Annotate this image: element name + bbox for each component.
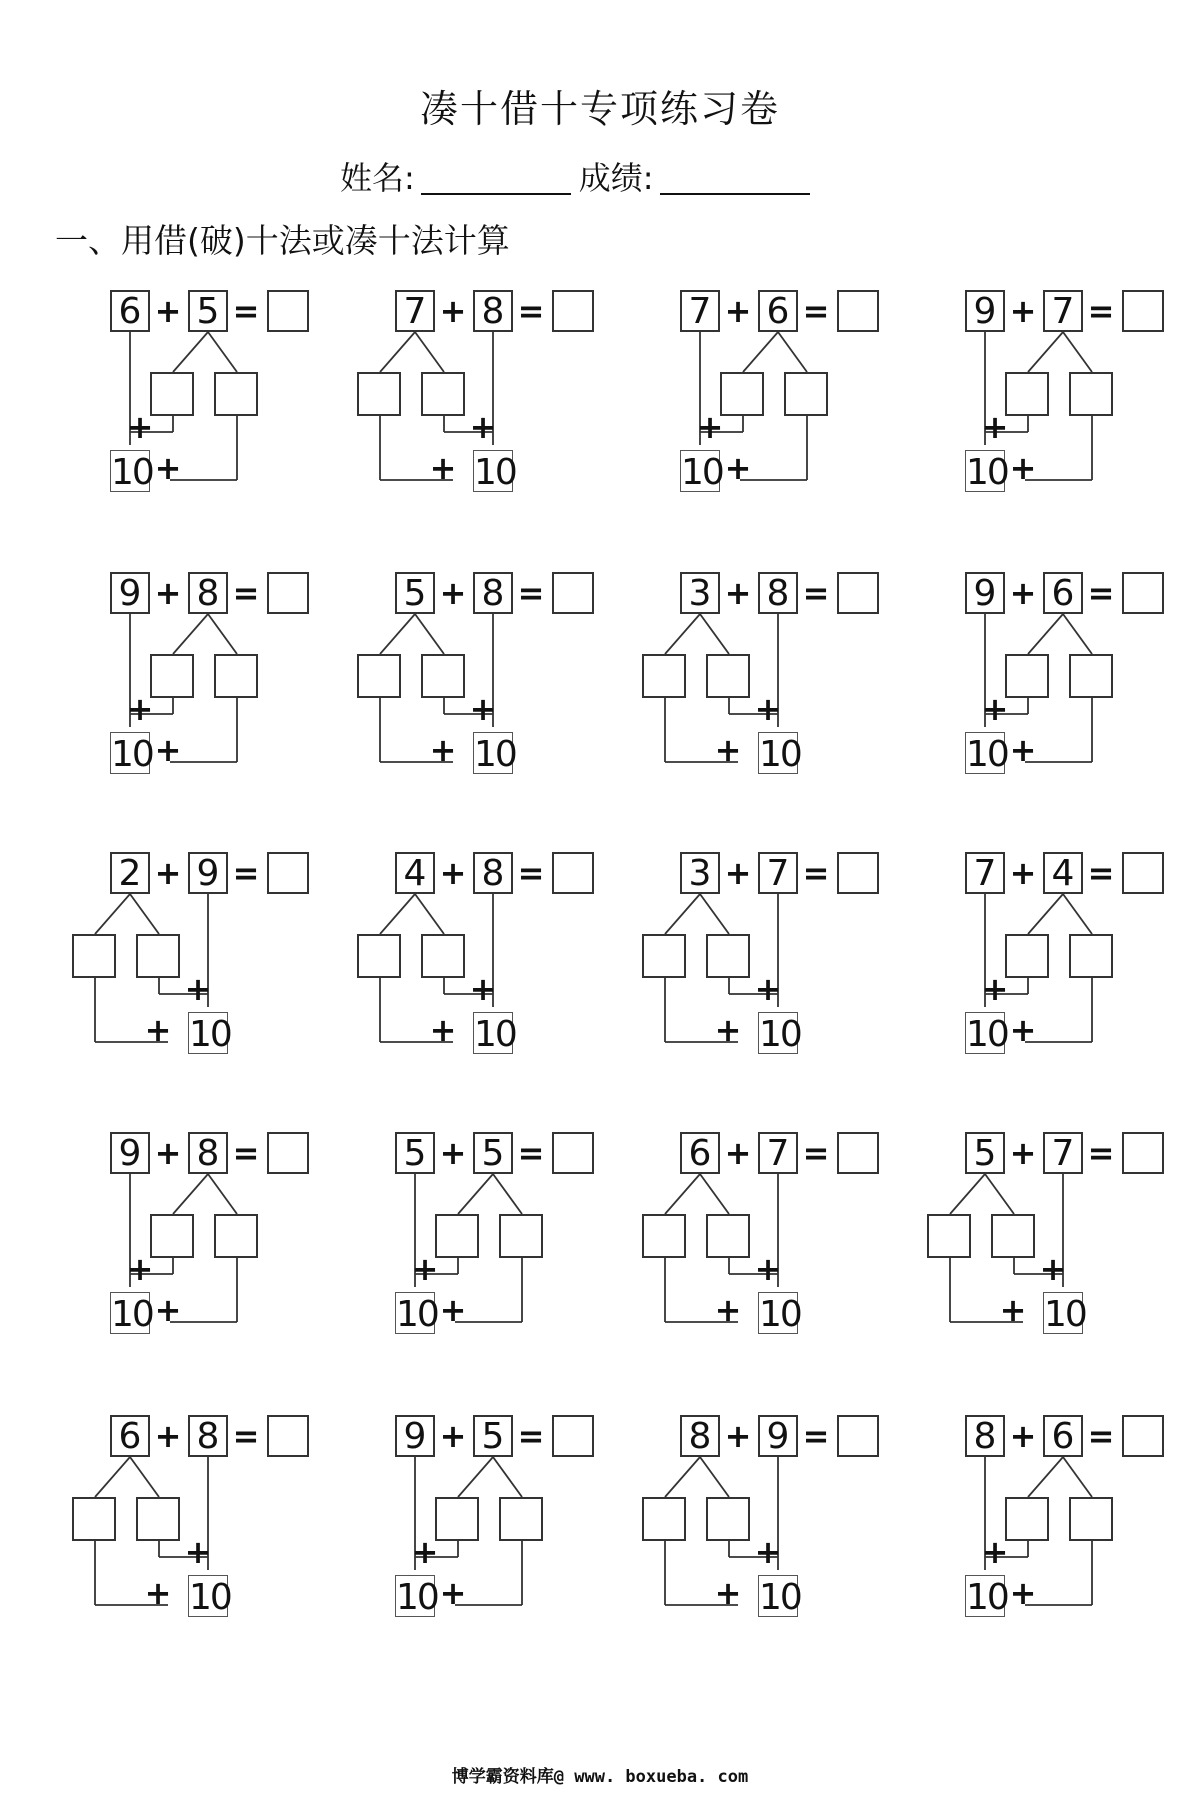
answer-box[interactable] bbox=[837, 290, 879, 332]
split-part-box-right[interactable] bbox=[1069, 934, 1113, 978]
split-part-box-right[interactable] bbox=[1069, 1497, 1113, 1541]
make-ten-plus: + bbox=[469, 970, 497, 1008]
connector-line bbox=[665, 894, 700, 934]
split-part-box-right[interactable] bbox=[499, 1497, 543, 1541]
connector-line bbox=[665, 1174, 700, 1214]
addend-b: 8 bbox=[758, 572, 798, 614]
equals-sign: = bbox=[232, 292, 260, 330]
connector-line bbox=[173, 332, 208, 372]
equals-sign: = bbox=[802, 292, 830, 330]
make-ten-plus: + bbox=[411, 1533, 439, 1571]
connector-line bbox=[1028, 894, 1063, 934]
connector-line bbox=[1063, 894, 1092, 934]
make-ten-plus: + bbox=[184, 970, 212, 1008]
addend-b: 8 bbox=[188, 572, 228, 614]
plus-sign: + bbox=[724, 1134, 752, 1172]
final-plus: + bbox=[714, 1291, 742, 1329]
addend-b: 7 bbox=[1043, 290, 1083, 332]
make-ten-plus: + bbox=[696, 408, 724, 446]
split-part-box-right[interactable] bbox=[136, 1497, 180, 1541]
connector-line bbox=[130, 1457, 159, 1497]
problem-6 bbox=[395, 572, 615, 802]
split-part-box-left[interactable] bbox=[435, 1497, 479, 1541]
split-part-box-left[interactable] bbox=[642, 1214, 686, 1258]
answer-box[interactable] bbox=[552, 290, 594, 332]
connector-line bbox=[950, 1174, 985, 1214]
addend-b: 7 bbox=[758, 852, 798, 894]
equals-sign: = bbox=[802, 574, 830, 612]
problem-15 bbox=[680, 1132, 900, 1362]
split-part-box-right[interactable] bbox=[991, 1214, 1035, 1258]
final-plus: + bbox=[144, 1011, 172, 1049]
score-field[interactable] bbox=[660, 161, 810, 195]
connector-line bbox=[985, 1174, 1014, 1214]
connector-line bbox=[415, 614, 444, 654]
answer-box[interactable] bbox=[267, 1132, 309, 1174]
addend-a: 7 bbox=[680, 290, 720, 332]
problem-19 bbox=[680, 1415, 900, 1645]
ten-box: 10 bbox=[396, 1577, 438, 1618]
connector-line bbox=[493, 1457, 522, 1497]
connector-line bbox=[700, 1174, 729, 1214]
addend-a: 9 bbox=[395, 1415, 435, 1457]
problem-17 bbox=[110, 1415, 330, 1645]
addend-a: 5 bbox=[965, 1132, 1005, 1174]
addend-a: 5 bbox=[395, 1132, 435, 1174]
plus-sign: + bbox=[439, 292, 467, 330]
split-part-box-left[interactable] bbox=[72, 1497, 116, 1541]
name-label: 姓名: bbox=[340, 159, 415, 197]
student-info-line bbox=[340, 153, 818, 199]
ten-box: 10 bbox=[966, 734, 1008, 775]
final-plus: + bbox=[154, 731, 182, 769]
addend-a: 8 bbox=[965, 1415, 1005, 1457]
split-part-box-left[interactable] bbox=[150, 654, 194, 698]
split-part-box-right[interactable] bbox=[499, 1214, 543, 1258]
equals-sign: = bbox=[517, 1134, 545, 1172]
split-part-box-left[interactable] bbox=[1005, 372, 1049, 416]
addend-a: 3 bbox=[680, 852, 720, 894]
split-part-box-left[interactable] bbox=[357, 934, 401, 978]
connector-line bbox=[700, 1457, 729, 1497]
problem-18 bbox=[395, 1415, 615, 1645]
split-part-box-left[interactable] bbox=[642, 934, 686, 978]
final-plus: + bbox=[429, 449, 457, 487]
plus-sign: + bbox=[154, 854, 182, 892]
answer-box[interactable] bbox=[1122, 1415, 1164, 1457]
split-part-box-right[interactable] bbox=[706, 934, 750, 978]
connector-line bbox=[173, 614, 208, 654]
final-plus: + bbox=[439, 1574, 467, 1612]
final-plus: + bbox=[1009, 1011, 1037, 1049]
ten-box: 10 bbox=[759, 1014, 801, 1055]
plus-sign: + bbox=[724, 574, 752, 612]
ten-box: 10 bbox=[759, 1294, 801, 1335]
answer-box[interactable] bbox=[1122, 1132, 1164, 1174]
ten-box: 10 bbox=[396, 1294, 438, 1335]
plus-sign: + bbox=[439, 854, 467, 892]
split-part-box-left[interactable] bbox=[357, 372, 401, 416]
split-part-box-left[interactable] bbox=[720, 372, 764, 416]
connector-line bbox=[1028, 614, 1063, 654]
problem-10 bbox=[395, 852, 615, 1082]
split-part-box-right[interactable] bbox=[214, 372, 258, 416]
split-part-box-left[interactable] bbox=[150, 372, 194, 416]
connector-line bbox=[1028, 1457, 1063, 1497]
split-part-box-left[interactable] bbox=[1005, 934, 1049, 978]
split-part-box-right[interactable] bbox=[421, 934, 465, 978]
connector-line bbox=[208, 332, 237, 372]
answer-box[interactable] bbox=[837, 1415, 879, 1457]
addend-a: 9 bbox=[965, 290, 1005, 332]
connector-line bbox=[458, 1174, 493, 1214]
final-plus: + bbox=[154, 1291, 182, 1329]
addend-a: 8 bbox=[680, 1415, 720, 1457]
make-ten-plus: + bbox=[184, 1533, 212, 1571]
ten-box: 10 bbox=[189, 1014, 231, 1055]
plus-sign: + bbox=[724, 854, 752, 892]
problem-5 bbox=[110, 572, 330, 802]
make-ten-plus: + bbox=[754, 1250, 782, 1288]
connector-line bbox=[415, 332, 444, 372]
ten-box: 10 bbox=[681, 452, 723, 493]
final-plus: + bbox=[154, 449, 182, 487]
make-ten-plus: + bbox=[754, 1533, 782, 1571]
ten-box: 10 bbox=[189, 1577, 231, 1618]
addend-a: 4 bbox=[395, 852, 435, 894]
answer-box[interactable] bbox=[552, 1415, 594, 1457]
connector-line bbox=[700, 894, 729, 934]
make-ten-plus: + bbox=[1039, 1250, 1067, 1288]
addend-a: 9 bbox=[110, 572, 150, 614]
problem-8 bbox=[965, 572, 1185, 802]
addend-b: 8 bbox=[188, 1415, 228, 1457]
final-plus: + bbox=[724, 449, 752, 487]
make-ten-plus: + bbox=[754, 970, 782, 1008]
equals-sign: = bbox=[517, 1417, 545, 1455]
addend-b: 8 bbox=[473, 852, 513, 894]
problem-2 bbox=[395, 290, 615, 520]
final-plus: + bbox=[714, 1011, 742, 1049]
answer-box[interactable] bbox=[552, 1132, 594, 1174]
plus-sign: + bbox=[724, 292, 752, 330]
addend-a: 6 bbox=[110, 1415, 150, 1457]
addend-a: 7 bbox=[395, 290, 435, 332]
final-plus: + bbox=[714, 731, 742, 769]
answer-box[interactable] bbox=[267, 1415, 309, 1457]
connector-line bbox=[458, 1457, 493, 1497]
split-part-box-left[interactable] bbox=[642, 654, 686, 698]
addend-a: 3 bbox=[680, 572, 720, 614]
plus-sign: + bbox=[154, 1417, 182, 1455]
equals-sign: = bbox=[1087, 292, 1115, 330]
ten-box: 10 bbox=[966, 1014, 1008, 1055]
answer-box[interactable] bbox=[837, 572, 879, 614]
split-part-box-right[interactable] bbox=[1069, 654, 1113, 698]
connector-line bbox=[665, 614, 700, 654]
addend-b: 6 bbox=[758, 290, 798, 332]
addend-a: 9 bbox=[965, 572, 1005, 614]
connector-line bbox=[700, 614, 729, 654]
equals-sign: = bbox=[232, 1134, 260, 1172]
plus-sign: + bbox=[724, 1417, 752, 1455]
split-part-box-left[interactable] bbox=[927, 1214, 971, 1258]
ten-box: 10 bbox=[966, 452, 1008, 493]
split-part-box-left[interactable] bbox=[642, 1497, 686, 1541]
addend-a: 2 bbox=[110, 852, 150, 894]
connector-line bbox=[380, 614, 415, 654]
problem-1 bbox=[110, 290, 330, 520]
answer-box[interactable] bbox=[552, 852, 594, 894]
connector-line bbox=[665, 1457, 700, 1497]
answer-box[interactable] bbox=[267, 852, 309, 894]
split-part-box-left[interactable] bbox=[357, 654, 401, 698]
split-part-box-left[interactable] bbox=[435, 1214, 479, 1258]
split-part-box-left[interactable] bbox=[150, 1214, 194, 1258]
make-ten-plus: + bbox=[981, 1533, 1009, 1571]
addend-b: 7 bbox=[758, 1132, 798, 1174]
ten-box: 10 bbox=[474, 734, 516, 775]
connector-line bbox=[493, 1174, 522, 1214]
connector-line bbox=[95, 894, 130, 934]
problem-4 bbox=[965, 290, 1185, 520]
split-part-box-right[interactable] bbox=[421, 654, 465, 698]
problem-13 bbox=[110, 1132, 330, 1362]
answer-box[interactable] bbox=[267, 290, 309, 332]
split-part-box-right[interactable] bbox=[706, 1497, 750, 1541]
score-label: 成绩: bbox=[578, 159, 654, 197]
problem-14 bbox=[395, 1132, 615, 1362]
final-plus: + bbox=[429, 1011, 457, 1049]
equals-sign: = bbox=[517, 574, 545, 612]
equals-sign: = bbox=[802, 1134, 830, 1172]
final-plus: + bbox=[1009, 449, 1037, 487]
ten-box: 10 bbox=[966, 1577, 1008, 1618]
plus-sign: + bbox=[1009, 1417, 1037, 1455]
split-part-box-right[interactable] bbox=[136, 934, 180, 978]
problem-16 bbox=[965, 1132, 1185, 1362]
connector-line bbox=[380, 332, 415, 372]
addend-a: 5 bbox=[395, 572, 435, 614]
answer-box[interactable] bbox=[837, 852, 879, 894]
connector-line bbox=[130, 894, 159, 934]
connector-line bbox=[1028, 332, 1063, 372]
equals-sign: = bbox=[1087, 1134, 1115, 1172]
plus-sign: + bbox=[439, 1134, 467, 1172]
split-part-box-left[interactable] bbox=[1005, 1497, 1049, 1541]
final-plus: + bbox=[429, 731, 457, 769]
addend-a: 7 bbox=[965, 852, 1005, 894]
split-part-box-right[interactable] bbox=[421, 372, 465, 416]
plus-sign: + bbox=[1009, 854, 1037, 892]
connector-line bbox=[415, 894, 444, 934]
plus-sign: + bbox=[154, 1134, 182, 1172]
answer-box[interactable] bbox=[1122, 572, 1164, 614]
final-plus: + bbox=[439, 1291, 467, 1329]
final-plus: + bbox=[144, 1574, 172, 1612]
connector-line bbox=[778, 332, 807, 372]
final-plus: + bbox=[1009, 1574, 1037, 1612]
split-part-box-right[interactable] bbox=[706, 654, 750, 698]
plus-sign: + bbox=[1009, 1134, 1037, 1172]
split-part-box-left[interactable] bbox=[1005, 654, 1049, 698]
final-plus: + bbox=[999, 1291, 1027, 1329]
problem-20 bbox=[965, 1415, 1185, 1645]
answer-box[interactable] bbox=[552, 572, 594, 614]
addend-a: 6 bbox=[110, 290, 150, 332]
connector-line bbox=[1063, 614, 1092, 654]
addend-b: 5 bbox=[473, 1132, 513, 1174]
addend-b: 8 bbox=[473, 290, 513, 332]
make-ten-plus: + bbox=[411, 1250, 439, 1288]
ten-box: 10 bbox=[759, 734, 801, 775]
connector-line bbox=[1063, 1457, 1092, 1497]
equals-sign: = bbox=[802, 854, 830, 892]
addend-b: 9 bbox=[188, 852, 228, 894]
name-field[interactable] bbox=[421, 161, 571, 195]
plus-sign: + bbox=[1009, 292, 1037, 330]
addend-b: 4 bbox=[1043, 852, 1083, 894]
equals-sign: = bbox=[802, 1417, 830, 1455]
problem-3 bbox=[680, 290, 900, 520]
make-ten-plus: + bbox=[126, 408, 154, 446]
ten-box: 10 bbox=[759, 1577, 801, 1618]
make-ten-plus: + bbox=[981, 690, 1009, 728]
connector-line bbox=[95, 1457, 130, 1497]
make-ten-plus: + bbox=[981, 970, 1009, 1008]
split-part-box-right[interactable] bbox=[1069, 372, 1113, 416]
connector-line bbox=[380, 894, 415, 934]
split-part-box-right[interactable] bbox=[784, 372, 828, 416]
footer-watermark: 博学霸资料库@ www. boxueba. com bbox=[451, 1767, 749, 1787]
make-ten-plus: + bbox=[469, 408, 497, 446]
equals-sign: = bbox=[232, 1417, 260, 1455]
problem-12 bbox=[965, 852, 1185, 1082]
answer-box[interactable] bbox=[267, 572, 309, 614]
equals-sign: = bbox=[1087, 854, 1115, 892]
plus-sign: + bbox=[439, 1417, 467, 1455]
page-title: 凑十借十专项练习卷 bbox=[419, 87, 780, 131]
section-title: 一、用借(破)十法或凑十法计算 bbox=[55, 221, 510, 260]
ten-box: 10 bbox=[474, 1014, 516, 1055]
ten-box: 10 bbox=[111, 1294, 153, 1335]
addend-b: 7 bbox=[1043, 1132, 1083, 1174]
connector-line bbox=[743, 332, 778, 372]
addend-b: 5 bbox=[188, 290, 228, 332]
answer-box[interactable] bbox=[837, 1132, 879, 1174]
split-part-box-right[interactable] bbox=[706, 1214, 750, 1258]
connector-line bbox=[208, 614, 237, 654]
addend-b: 8 bbox=[473, 572, 513, 614]
plus-sign: + bbox=[154, 574, 182, 612]
ten-box: 10 bbox=[474, 452, 516, 493]
plus-sign: + bbox=[1009, 574, 1037, 612]
equals-sign: = bbox=[517, 854, 545, 892]
problem-7 bbox=[680, 572, 900, 802]
connector-line bbox=[1063, 332, 1092, 372]
ten-box: 10 bbox=[111, 734, 153, 775]
split-part-box-right[interactable] bbox=[214, 1214, 258, 1258]
equals-sign: = bbox=[232, 574, 260, 612]
equals-sign: = bbox=[517, 292, 545, 330]
addend-b: 6 bbox=[1043, 572, 1083, 614]
split-part-box-right[interactable] bbox=[214, 654, 258, 698]
connector-line bbox=[173, 1174, 208, 1214]
addend-a: 6 bbox=[680, 1132, 720, 1174]
make-ten-plus: + bbox=[469, 690, 497, 728]
ten-box: 10 bbox=[1044, 1294, 1086, 1335]
problem-11 bbox=[680, 852, 900, 1082]
equals-sign: = bbox=[1087, 1417, 1115, 1455]
addend-b: 6 bbox=[1043, 1415, 1083, 1457]
addend-b: 9 bbox=[758, 1415, 798, 1457]
equals-sign: = bbox=[1087, 574, 1115, 612]
plus-sign: + bbox=[439, 574, 467, 612]
final-plus: + bbox=[1009, 731, 1037, 769]
final-plus: + bbox=[714, 1574, 742, 1612]
answer-box[interactable] bbox=[1122, 290, 1164, 332]
addend-b: 5 bbox=[473, 1415, 513, 1457]
addend-b: 8 bbox=[188, 1132, 228, 1174]
make-ten-plus: + bbox=[754, 690, 782, 728]
split-part-box-left[interactable] bbox=[72, 934, 116, 978]
problem-9 bbox=[110, 852, 330, 1082]
make-ten-plus: + bbox=[126, 690, 154, 728]
connector-line bbox=[208, 1174, 237, 1214]
addend-a: 9 bbox=[110, 1132, 150, 1174]
ten-box: 10 bbox=[111, 452, 153, 493]
make-ten-plus: + bbox=[981, 408, 1009, 446]
plus-sign: + bbox=[154, 292, 182, 330]
equals-sign: = bbox=[232, 854, 260, 892]
make-ten-plus: + bbox=[126, 1250, 154, 1288]
answer-box[interactable] bbox=[1122, 852, 1164, 894]
